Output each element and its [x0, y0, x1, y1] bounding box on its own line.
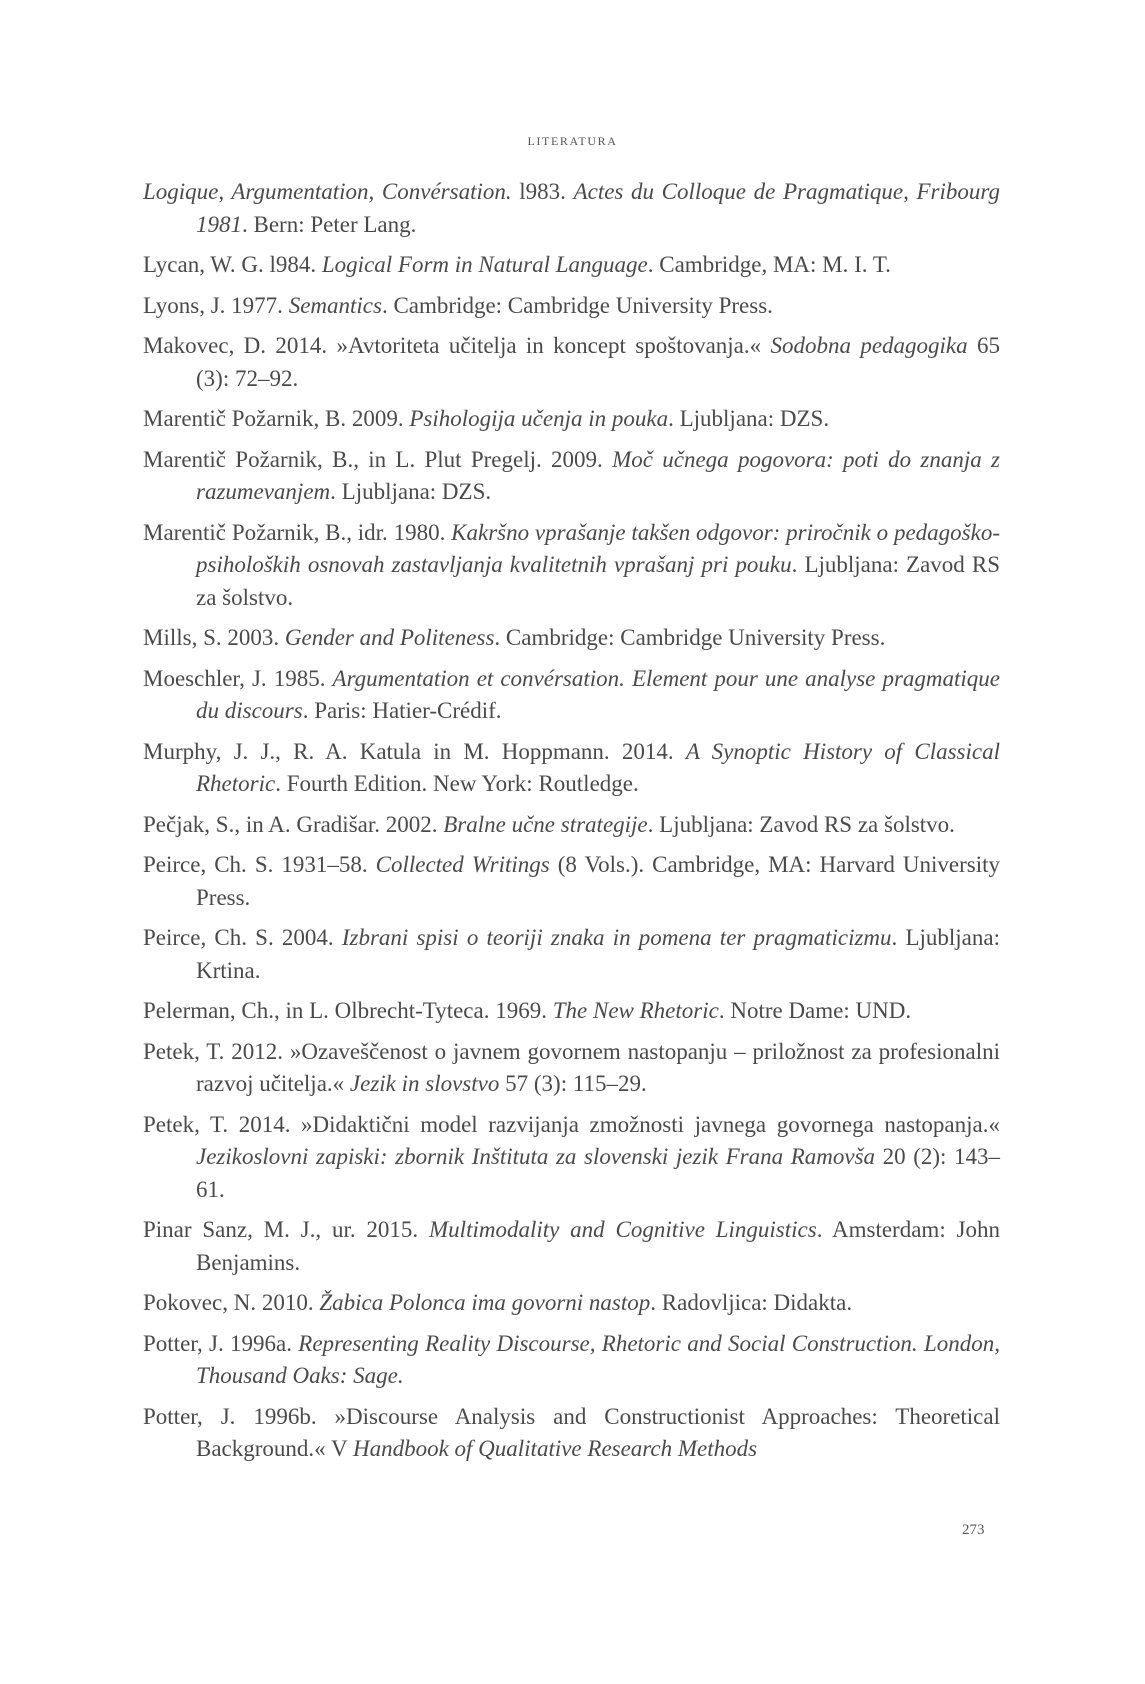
- reference-entry: [143, 1214, 1000, 1279]
- reference-title: Izbrani spisi o teoriji znaka in pomena ter pragmaticizmu: [341, 925, 892, 950]
- reference-entry: [143, 290, 1000, 323]
- reference-title: Sodobna pedagogika: [770, 333, 968, 358]
- reference-entry: [143, 922, 1000, 987]
- reference-text: Murphy, J. J., R. A. Katula in M. Hoppmann. 2014.: [143, 738, 686, 764]
- reference-text: l983.: [511, 179, 574, 204]
- reference-entry: [143, 444, 1000, 509]
- reference-text: 57 (3): 115–29.: [499, 1071, 647, 1096]
- reference-text: . Bern: Peter Lang.: [242, 211, 417, 237]
- reference-entry: [143, 176, 1000, 241]
- reference-entry: [143, 517, 1000, 615]
- reference-text: Potter, J. 1996a.: [143, 1330, 299, 1356]
- reference-text: Lyons, J. 1977.: [143, 292, 289, 318]
- reference-entry: [143, 663, 1000, 728]
- reference-title: Logical Form in Natural Language: [321, 252, 648, 277]
- reference-title: Psihologija učenja in pouka: [409, 406, 669, 431]
- reference-entry: [143, 1401, 1000, 1466]
- reference-text: Pokovec, N. 2010.: [143, 1290, 320, 1315]
- reference-title: Logique, Argumentation, Convérsation.: [143, 179, 512, 204]
- reference-title: A Synoptic History of Classical Rhetoric: [196, 738, 1000, 796]
- reference-list: [143, 176, 1000, 1474]
- reference-entry: [143, 1328, 1000, 1393]
- reference-entry: [143, 809, 1000, 842]
- reference-text: . Paris: Hatier-Crédif.: [302, 698, 502, 723]
- reference-text: Petek, T. 2012. »Ozaveščenost o javnem govornem nastopanju – priložnost za profesionalni razvoj učitelja.«: [143, 1038, 1000, 1096]
- reference-entry: [143, 1109, 1000, 1207]
- reference-title: Bralne učne strategije: [443, 811, 648, 837]
- reference-text: Lycan, W. G. l984.: [143, 252, 322, 277]
- reference-text: Pelerman, Ch., in L. Olbrecht-Tyteca. 1969.: [143, 998, 553, 1023]
- reference-title: Jezikoslovni zapiski: zbornik Inštituta za slovenski jezik Frana Ramovša: [196, 1144, 876, 1169]
- reference-title: Multimodality and Cognitive Linguistics: [429, 1217, 817, 1242]
- reference-title: Handbook of Qualitative Research Methods: [352, 1436, 758, 1461]
- reference-text: Peirce, Ch. S. 2004.: [143, 925, 342, 950]
- page-number: 273: [962, 1522, 985, 1538]
- reference-title: Jezik in slovstvo: [349, 1071, 500, 1096]
- reference-text: Peirce, Ch. S. 1931–58.: [143, 852, 376, 877]
- reference-entry: [143, 995, 1000, 1028]
- reference-text: . Ljubljana: Zavod RS za šolstvo.: [647, 811, 955, 837]
- reference-title: Gender and Politeness: [284, 625, 495, 650]
- reference-text: . Notre Dame: UND.: [718, 998, 912, 1023]
- reference-entry: [143, 330, 1000, 395]
- reference-title: Collected Writings: [375, 852, 550, 877]
- running-head: LITERATURA: [527, 134, 618, 148]
- reference-text: 65 (3): 72–92.: [196, 333, 1000, 391]
- reference-title: Moč učnega pogovora: poti do znanja z razumevanjem: [196, 446, 1000, 504]
- reference-text: . Cambridge: Cambridge University Press.: [494, 625, 886, 650]
- reference-text: Mills, S. 2003.: [143, 625, 285, 650]
- reference-entry: [143, 849, 1000, 914]
- reference-entry: [143, 1287, 1000, 1320]
- reference-text: . Amsterdam: John Benjamins.: [196, 1217, 1000, 1275]
- reference-text: Pinar Sanz, M. J., ur. 2015.: [143, 1217, 430, 1242]
- reference-text: . Fourth Edition. New York: Routledge.: [275, 771, 639, 796]
- reference-text: Marentič Požarnik, B., idr. 1980.: [143, 519, 452, 545]
- reference-text: (8 Vols.). Cambridge, MA: Harvard University Press.: [196, 852, 1000, 910]
- reference-text: Marentič Požarnik, B., in L. Plut Pregelj. 2009.: [143, 446, 613, 472]
- reference-text: Makovec, D. 2014. »Avtoriteta učitelja in koncept spoštovanja.«: [143, 333, 771, 358]
- reference-text: . Ljubljana: Krtina.: [196, 925, 1000, 983]
- reference-text: Moeschler, J. 1985.: [143, 665, 333, 691]
- reference-text: . Cambridge: Cambridge University Press.: [381, 292, 773, 318]
- reference-text: . Cambridge, MA: M. I. T.: [647, 252, 891, 277]
- reference-text: 20 (2): 143–61.: [196, 1144, 1000, 1202]
- reference-entry: [143, 249, 1000, 282]
- reference-title: Žabica Polonca ima govorni nastop: [319, 1290, 651, 1315]
- reference-entry: [143, 736, 1000, 801]
- reference-title: Kakršno vprašanje takšen odgovor: priročnik o pedagoško-psiholoških osnovah zastavljanja kvalitetnih vprašanj pri pouku: [196, 519, 1000, 577]
- reference-title: Argumentation et convérsation. Element pour une analyse pragmatique du discours: [196, 665, 1000, 723]
- reference-text: Pečjak, S., in A. Gradišar. 2002.: [143, 811, 444, 837]
- reference-title: Semantics: [288, 292, 382, 318]
- reference-title: The New Rhetoric: [552, 998, 719, 1023]
- reference-text: Potter, J. 1996b. »Discourse Analysis and Constructionist Approaches: Theoretical Background.« V: [143, 1403, 1000, 1461]
- reference-text: . Ljubljana: Zavod RS za šolstvo.: [196, 552, 1000, 610]
- reference-entry: [143, 1036, 1000, 1101]
- reference-text: . Ljubljana: DZS.: [330, 479, 492, 504]
- reference-text: . Radovljica: Didakta.: [650, 1290, 853, 1315]
- reference-text: Marentič Požarnik, B. 2009.: [143, 406, 410, 431]
- reference-text: Petek, T. 2014. »Didaktični model razvijanja zmožnosti javnega govornega nastopanja.«: [143, 1111, 1000, 1137]
- reference-entry: [143, 403, 1000, 436]
- reference-title: Actes du Colloque de Pragmatique, Fribourg 1981: [196, 179, 1000, 237]
- reference-text: . Ljubljana: DZS.: [668, 406, 830, 431]
- reference-entry: [143, 622, 1000, 655]
- reference-title: Representing Reality Discourse, Rhetoric and Social Construction. London, Thousand Oaks: Sage.: [196, 1330, 1000, 1388]
